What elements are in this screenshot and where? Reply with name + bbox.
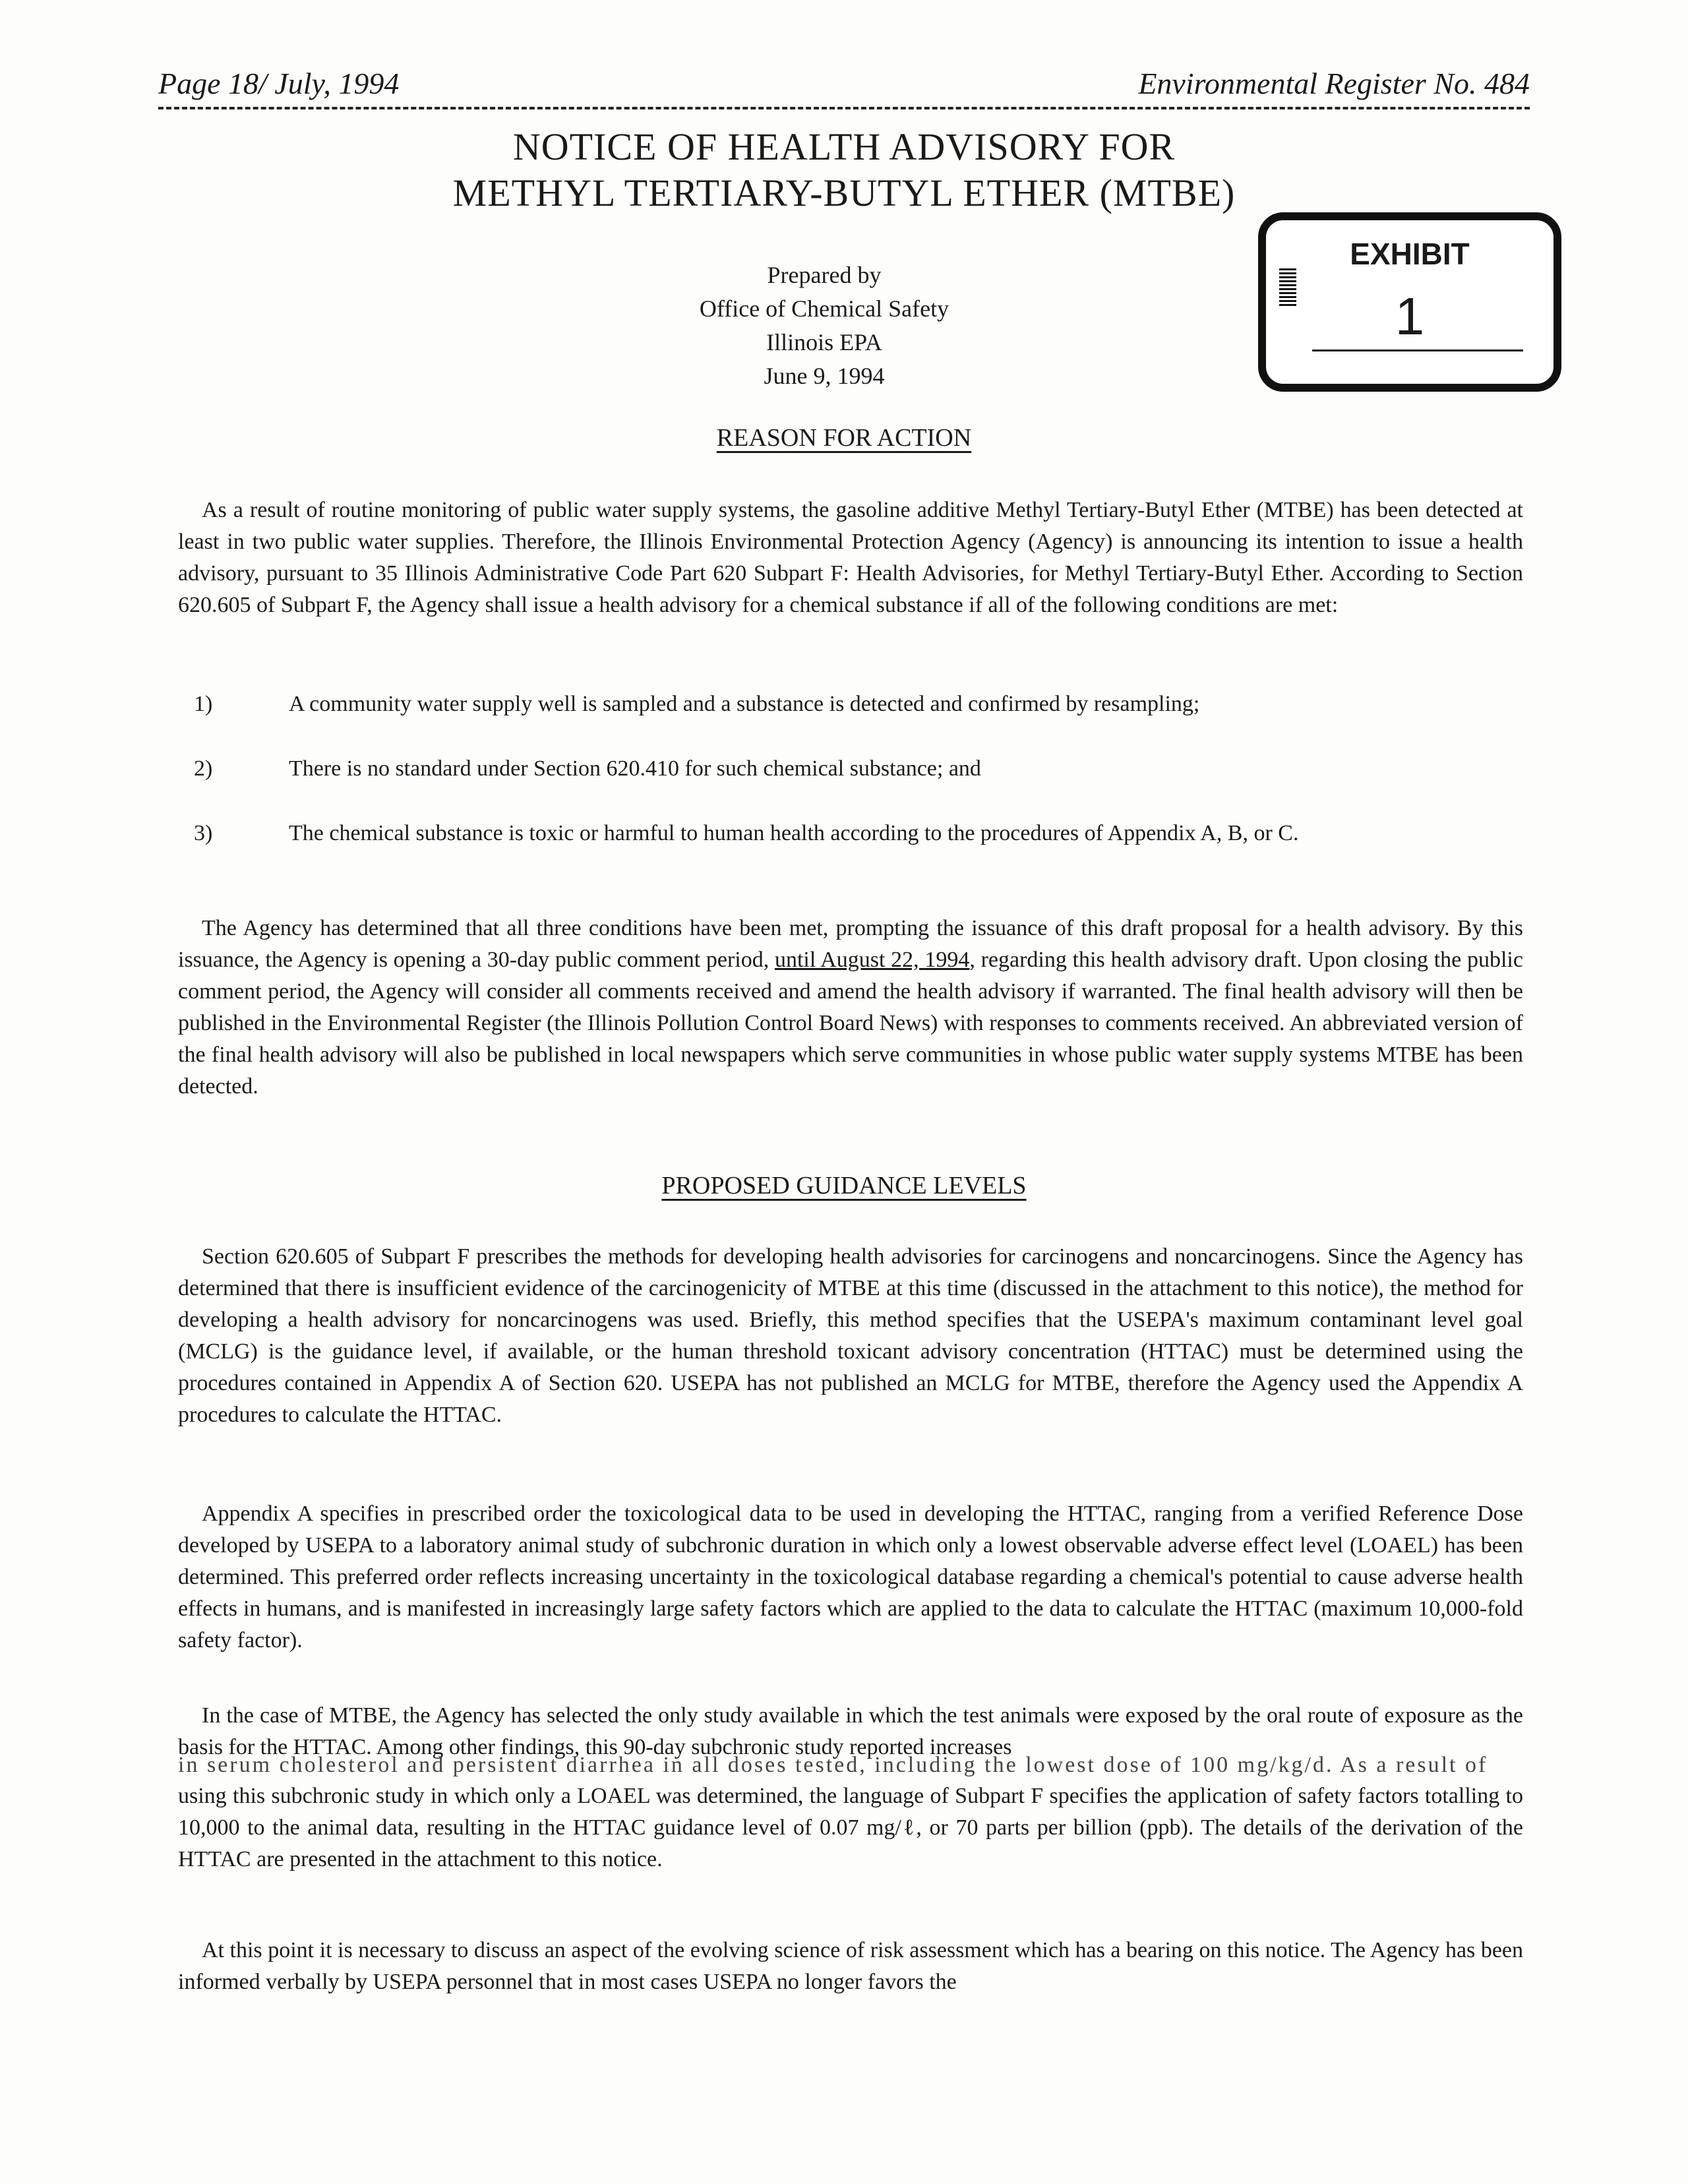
condition-number: 3)	[194, 821, 213, 845]
prepared-office: Office of Chemical Safety	[699, 295, 950, 322]
exhibit-sticker	[1258, 212, 1561, 392]
condition-number: 2)	[194, 756, 213, 781]
condition-text: The chemical substance is toxic or harmful to human health according to the procedures of Appendix A, B, or C.	[289, 821, 1299, 845]
reason-intro-paragraph: As a result of routine monitoring of public water supply systems, the gasoline additive Methyl Tertiary-Butyl Ether (MTBE) has been detected at least in two public water supplies. Therefore, the Illinois Environmental Protection Agency (Agency) is announcing its intention to issue a health advisory, pursuant to 35 Illinois Administrative Code Part 620 Subpart F: Health Advisories, for Methyl Tertiary-Butyl Ether. According to Section 620.605 of Subpart F, the Agency shall issue a health advisory for a chemical substance if all of the following conditions are met:	[178, 498, 1523, 617]
exhibit-number: 1	[1395, 287, 1425, 346]
prepared-by-block	[593, 258, 1055, 393]
guidance-paragraph-3-bottom: using this subchronic study in which only a LOAEL was determined, the language of Subpart F specifies the application of safety factors totalling to 10,000 to the animal data, resulting in the HTTAC guidance level of 0.07 mg/ℓ, or 70 parts per billion (ppb). The details of the derivation of the HTTAC are presented in the attachment to this notice.	[178, 1784, 1523, 1871]
guidance-paragraph-3-top: In the case of MTBE, the Agency has selected the only study available in which the test animals were exposed by the oral route of exposure as the basis for the HTTAC. Among other findings, this 90-day subchronic study reported increases	[178, 1703, 1523, 1759]
title-line-1: NOTICE OF HEALTH ADVISORY FOR	[512, 125, 1176, 168]
guidance-paragraph-4: At this point it is necessary to discuss an aspect of the evolving science of risk assessment which has a bearing on this notice. The Agency has been informed verbally by USEPA personnel that in most cases USEPA no longer favors the	[178, 1938, 1523, 1994]
document-title	[382, 124, 1306, 216]
prepared-date: June 9, 1994	[764, 363, 885, 389]
register-number-header: Environmental Register No. 484	[1138, 67, 1530, 100]
guidance-paragraph-2: Appendix A specifies in prescribed order the toxicological data to be used in developing the HTTAC, ranging from a verified Reference Dose developed by USEPA to a laboratory animal study of subchronic duration in which only a lowest observable adverse effect level (LOAEL) has been determined. This preferred order reflects increasing uncertainty in the toxicological database regarding a chemical's potential to cause adverse health effects in humans, and is manifested in increasingly large safety factors which are applied to the data to calculate the HTTAC (maximum 10,000-fold safety factor).	[178, 1502, 1523, 1653]
exhibit-line	[1312, 349, 1523, 351]
comment-text-end: , regarding this health advisory draft. Upon closing the public comment period, the Agency will consider all comments received and amend the health advisory if warranted. The final health advisory will then be published in the Environmental Register (the Illinois Pollution Control Board News) with responses to comments received. An abbreviated version of the final health advisory will also be published in local newspapers which serve communities in whose public water supply systems MTBE has been detected.	[178, 948, 1523, 1099]
comment-deadline: until August 22, 1994	[774, 948, 970, 972]
prepared-agency: Illinois EPA	[766, 329, 882, 355]
condition-text: A community water supply well is sampled and a substance is detected and confirmed by resampling;	[289, 692, 1200, 716]
partially-obscured-line: in serum cholesterol and persistent diarrhea in all doses tested, including the lowest dose of 100 mg/kg/d. As a result of	[178, 1753, 1488, 1777]
running-head	[158, 61, 1530, 109]
page-date-header: Page 18/ July, 1994	[158, 67, 400, 100]
guidance-paragraph-1: Section 620.605 of Subpart F prescribes the methods for developing health advisories for carcinogens and noncarcinogens. Since the Agency has determined that there is insufficient evidence of the carcinogenicity of MTBE at this time (discussed in the attachment to this notice), the method for developing a health advisory for noncarcinogens was used. Briefly, this method specifies that the USEPA's maximum contaminant level goal (MCLG) is the guidance level, if available, or the human threshold toxicant advisory concentration (HTTAC) must be determined using the procedures contained in Appendix A of Section 620. USEPA has not published an MCLG for MTBE, therefore the Agency used the Appendix A procedures to calculate the HTTAC.	[178, 1244, 1523, 1427]
condition-number: 1)	[194, 692, 213, 716]
section-heading-reason: REASON FOR ACTION	[716, 424, 972, 452]
comment-period-paragraph	[178, 913, 1523, 1103]
comment-text-start: The Agency has determined that all three conditions have been met, prompting the issuance of this draft proposal for a health advisory. By this issuance, the Agency is opening a 30-day public comment period,	[178, 916, 1523, 972]
prepared-label: Prepared by	[767, 262, 882, 288]
exhibit-label: EXHIBIT	[1350, 237, 1470, 271]
title-line-2: METHYL TERTIARY-BUTYL ETHER (MTBE)	[452, 171, 1236, 214]
section-heading-guidance: PROPOSED GUIDANCE LEVELS	[661, 1172, 1027, 1199]
condition-text: There is no standard under Section 620.410 for such chemical substance; and	[289, 756, 981, 781]
